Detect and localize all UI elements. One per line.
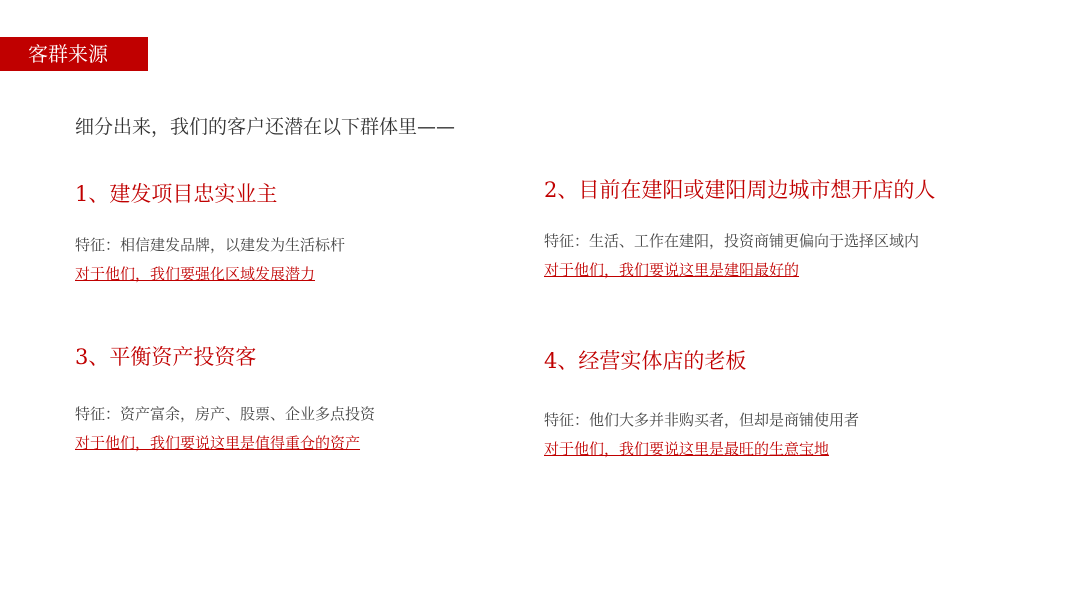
- group-heading: 1、建发项目忠实业主: [75, 182, 278, 206]
- group-heading: 3、平衡资产投资客: [75, 345, 257, 369]
- group-feature: 特征：生活、工作在建阳，投资商铺更偏向于选择区域内: [544, 232, 920, 250]
- intro-text: 细分出来，我们的客户还潜在以下群体里——: [75, 116, 456, 138]
- group-feature: 特征：相信建发品牌，以建发为生活标杆: [75, 236, 346, 254]
- group-heading: 4、经营实体店的老板: [544, 349, 747, 373]
- customer-group-2: [544, 174, 935, 280]
- customer-group-1: [75, 178, 345, 284]
- group-heading: 2、目前在建阳或建阳周边城市想开店的人: [544, 178, 936, 202]
- customer-group-4: [544, 345, 859, 459]
- group-feature: 特征：资产富余，房产、股票、企业多点投资: [75, 405, 376, 423]
- customer-group-3: [75, 341, 375, 453]
- section-title: 客群来源: [0, 37, 148, 71]
- group-strategy-link[interactable]: 对于他们，我们要说这里是建阳最好的: [544, 261, 800, 279]
- group-strategy-link[interactable]: 对于他们，我们要说这里是值得重仓的资产: [75, 434, 361, 452]
- group-strategy-link[interactable]: 对于他们，我们要强化区域发展潜力: [75, 265, 316, 283]
- group-strategy-link[interactable]: 对于他们，我们要说这里是最旺的生意宝地: [544, 440, 830, 458]
- group-feature: 特征：他们大多并非购买者，但却是商铺使用者: [544, 411, 860, 429]
